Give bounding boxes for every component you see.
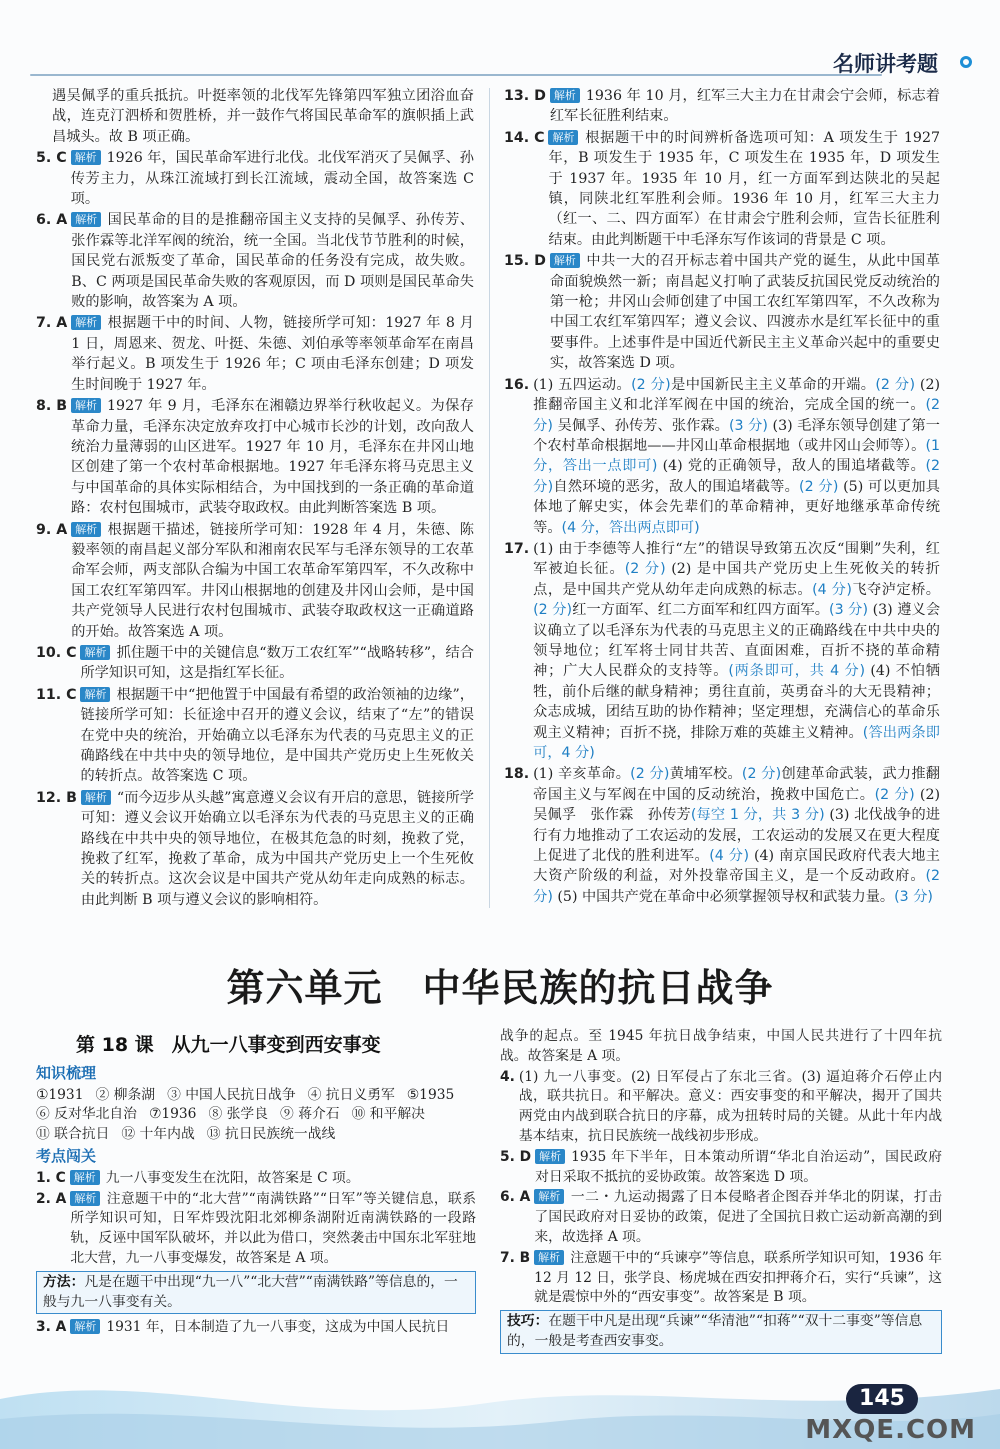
answer-text: 1936 年 10 月，红军三大主力在甘肃会宁会师，标志着红军长征胜利结束。 (549, 88, 940, 125)
answer-body (533, 764, 940, 907)
column-divider (489, 88, 490, 908)
answer-number: 1. C (36, 1169, 66, 1186)
continued-text: 遇吴佩孚的重兵抵抗。叶挺率领的北伐军先锋第四军独立团浴血奋战，连克汀泗桥和贺胜桥，并一鼓作气将国民革命军的旗帜插上武昌城头。故 B 项正确。 (52, 88, 474, 145)
analysis-tag: 解析 (70, 1319, 100, 1334)
score-note: (1 分，答出一点即可) (533, 437, 940, 475)
answer-body (550, 251, 940, 373)
answer-item (500, 1068, 942, 1147)
score-note: (2 分) (874, 786, 915, 803)
answer-number: 13. D (504, 88, 546, 104)
answer-item (500, 1148, 942, 1188)
answer-body (70, 1318, 476, 1338)
answer-body (80, 685, 474, 787)
knowledge-item: ④ 抗日义勇军 (307, 1086, 395, 1103)
answer-body (71, 148, 474, 209)
answer-text: 黄埔军校。 (669, 766, 742, 783)
header-rule (30, 74, 882, 76)
analysis-tag: 解析 (71, 398, 101, 413)
answer-number: 6. A (500, 1189, 531, 1206)
score-note: (2 分) (533, 458, 940, 495)
knowledge-item: ⑦1936 (148, 1106, 197, 1123)
answer-number: 5. C (36, 150, 67, 167)
knowledge-list (36, 1086, 476, 1145)
tip-text: 凡是在题干中出现“九一八”“北大营”“南满铁路”等信息的，一般与九一八事变有关。 (43, 1273, 458, 1310)
answer-text: 吴佩孚、孙传芳、张作霖。 (552, 417, 729, 434)
answer-text: 国民革命的目的是推翻帝国主义支持的吴佩孚、孙传芳、张作霖等北洋军阀的统治，统一全国。当北伐节节胜利的时候，国民党右派叛变了革命，国民革命的任务没有完成，故失败。B、C 两项是国民革命失败的客观原因，而 D 项则是国民革命失败的影响，故答案为 A 项。 (71, 212, 474, 311)
answer-text: (2) 推翻帝国主义和北洋军阀在中国的统治，完成全国的统一。 (533, 376, 941, 414)
checkpoint-list (36, 1169, 476, 1269)
score-note: (4 分，答出两点即可) (561, 519, 700, 536)
knowledge-item: ② 柳条湖 (95, 1086, 156, 1103)
answer-text: (3) 遵义会议确立了以毛泽东为代表的马克思主义的正确路线在中共中央的领导地位；红军将士同甘共苦、直面困难，百折不挠的革命精神；广大人民群众的支持等。 (533, 602, 941, 680)
answer-text: (1) 五四运动。 (533, 376, 632, 393)
answer-body (519, 1068, 942, 1147)
answer-number: 15. D (504, 253, 546, 270)
answer-body (70, 1190, 476, 1269)
score-note: (3 分) (894, 888, 933, 905)
answer-body (71, 313, 474, 395)
answer-text: 飞夺泸定桥。 (851, 581, 940, 598)
knowledge-item: ⑩ 和平解决 (351, 1106, 425, 1123)
analysis-tag: 解析 (548, 130, 578, 145)
answer-item (504, 539, 940, 763)
answer-text: (5) 中国共产党在革命中必须掌握领导权和武装力量。 (552, 888, 895, 905)
score-note: (2 分) (631, 376, 671, 393)
analysis-tag: 解析 (71, 315, 101, 330)
score-note: (2 分) (741, 766, 782, 783)
answer-text: 根据题干中的时间、人物，链接所学可知：1927 年 8 月 1 日，周恩来、贺龙、叶挺、朱德、刘伯承等率领革命军在南昌举行起义。B 项发生于 1926 年；C 项由毛泽东创建；D 项发生时间晚于 1927 年。 (71, 315, 474, 393)
analysis-tag: 解析 (71, 522, 101, 537)
answer-item (504, 375, 940, 538)
analysis-tag: 解析 (70, 1170, 100, 1185)
knowledge-item: ⑤1935 (406, 1086, 455, 1103)
analysis-tag: 解析 (80, 687, 110, 702)
analysis-tag: 解析 (80, 645, 110, 660)
answer-text: (5) 可以更加具体地了解史实，体会先辈们的革命精神，更好地继承革命传统等。 (533, 478, 940, 536)
answer-text: (1) 九一八事变。(2) 日军侵占了东北三省。(3) 逼迫蒋介石停止内战，联共抗日。和平解决。意义：西安事变的和平解决，揭开了国共两党由内战到联合抗日的序幕，成为扭转时局的关键。从此十年内战基本结束，抗日民族统一战线初步形成。 (518, 1068, 942, 1144)
answer-item (36, 788, 474, 910)
lesson-name: 从九一八事变到西安事变 (171, 1034, 381, 1056)
answer-number: 16. (504, 376, 530, 393)
watermark: MXQE.COM (805, 1415, 976, 1445)
knowledge-item: ⑫ 十年内战 (121, 1126, 195, 1143)
analysis-tag: 解析 (550, 88, 580, 103)
tip-text: 在题干中凡是出现“兵谏”“华清池”“扣蒋”“双十二事变”等信息的，一般是考查西安事变。 (507, 1313, 923, 1349)
answer-text: 红一方面军、红二方面军和红四方面军。 (572, 602, 830, 619)
answer-body (533, 375, 940, 538)
answer-number: 4. (500, 1068, 515, 1085)
lesson-number: 第 18 课 (76, 1034, 154, 1056)
answer-text: 中共一大的召开标志着中国共产党的诞生，从此中国革命面貌焕然一新；南昌起义打响了武装反抗国民党反动统治的第一枪；井冈山会师创建了中国工农红军第四军，不久改称为中国工农红军第四军；遵义会议、四渡赤水是红军长征中的重要事件。上述事件是中国近代新民主主义革命兴起中的重要史实，故答案选 D 项。 (549, 253, 940, 372)
lesson-section (36, 1036, 476, 1339)
page-number: 145 (846, 1384, 918, 1414)
score-note: (答出两条即可，4 分) (533, 724, 940, 761)
answer-number: 11. C (36, 686, 77, 703)
answer-item (36, 148, 474, 209)
answer-text: “而今迈步从头越”寓意遵义会议有开启的意思，链接所学可知：遵义会议开始确立以毛泽东为代表的马克思主义的正确路线在中共中央的领导地位，在极其危急的时刻，挽救了党，挽救了红军，挽救了革命，成为中国共产党历史上一个生死攸关的转折点。这次会议是中国共产党从幼年走向成熟的标志。由此判断 B 项与遵义会议的影响相符。 (80, 789, 474, 908)
answer-text: 抓住题干中的关键信息“数万工农红军”“战略转移”，结合所学知识可知，这是指红军长征。 (80, 644, 474, 682)
answer-item (36, 520, 474, 642)
knowledge-item: ⑪ 联合抗日 (36, 1126, 110, 1143)
analysis-tag: 解析 (550, 253, 580, 268)
score-note: (2 分) (624, 561, 666, 578)
answer-text: (1) 辛亥革命。 (533, 766, 631, 783)
answer-number: 5. D (500, 1148, 532, 1165)
score-note: (2 分) (533, 602, 573, 619)
answer-number: 7. A (36, 315, 68, 332)
answer-item (500, 1249, 942, 1308)
answer-item (504, 251, 940, 373)
score-note: (每空 1 分，共 3 分) (690, 807, 825, 824)
answer-number: 7. B (500, 1249, 531, 1266)
tip-label: 方法： (43, 1273, 85, 1290)
score-note: (2 分) (533, 868, 940, 905)
checkpoint-heading: 考点闯关 (36, 1146, 97, 1165)
unit-title (0, 957, 1000, 1012)
answer-column-left (36, 86, 474, 911)
answer-text: 根据题干描述，链接所学可知：1928 年 4 月，朱德、陈毅率领的南昌起义部分军队和湘南农民军与毛泽东领导的工农革命军会师，两支部队合编为中国工农革命军第四军，不久改称中国工农红军第四军。井冈山根据地的创建及井冈山会师，是中国共产党领导人民进行农村包围城市、武装夺取政权这一正确道路的开始。故答案选 A 项。 (71, 521, 474, 640)
lesson-answers-right (500, 1027, 942, 1358)
answer-item (504, 86, 940, 127)
answer-number: 14. C (504, 129, 545, 146)
header-title: 名师讲考题 (833, 52, 938, 76)
tip-label: 技巧： (507, 1313, 549, 1330)
checkpoint-item-3 (36, 1318, 476, 1338)
unit-name: 中华民族的抗日战争 (422, 966, 774, 1010)
answer-number: 10. C (36, 644, 77, 661)
knowledge-item: ⑬ 抗日民族统一战线 (206, 1126, 336, 1143)
answer-text: 创建革命武装，武力推翻帝国主义与军阀在中国的反动统治，挽救中国危亡。 (533, 766, 940, 803)
answer-text: (4) 党的正确领导，敌人的围追堵截等。 (657, 458, 926, 475)
answer-text: (1) 由于李德等人推行“左”的错误导致第五次反“围剿”失利，红军被迫长征。 (533, 540, 940, 578)
answer-item (36, 685, 474, 787)
answer-text: (3) 北伐战争的进行有力地推动了工农运动的发展，工农运动的发展又在更大程度上促进了北伐的胜利进军。 (533, 807, 940, 865)
answer-item (500, 1188, 942, 1247)
answer-item (36, 210, 474, 312)
answer-body (71, 210, 474, 312)
knowledge-item: ③ 中国人民抗日战争 (167, 1086, 296, 1103)
answer-body (535, 1148, 942, 1188)
answer-body (80, 643, 474, 684)
score-note: (2 分) (533, 397, 940, 434)
answer-text: (4) 南京国民政府代表大地主大资产阶级的利益，对外投靠帝国主义，是一个反动政府。 (533, 848, 940, 885)
score-note: (4 分) (812, 581, 852, 598)
score-note: (2 分) (799, 478, 839, 495)
answer-body (534, 1249, 942, 1308)
answer-item (36, 1190, 476, 1269)
method-tip-box (36, 1271, 476, 1315)
answer-number: 9. A (36, 521, 68, 538)
unit-number: 第六单元 (226, 966, 383, 1010)
answer-text: 一二・九运动揭露了日本侵略者企图吞并华北的阴谋，打击了国民政府对日妥协的政策，促进了全国抗日救亡运动新高潮的到来，故选择 A 项。 (534, 1189, 942, 1245)
answer-item (36, 313, 474, 395)
answer-number: 17. (504, 540, 530, 557)
answer-number: 3. A (36, 1319, 67, 1336)
answer-text: (4) 不怕牺牲，前仆后继的献身精神；勇往直前，英勇奋斗的大无畏精神；众志成城，团结互助的协作精神；坚定理想，充满信心的革命乐观主义精神；百折不挠，排除万难的英雄主义精神。 (533, 663, 940, 741)
answer-body (70, 1169, 476, 1189)
analysis-tag: 解析 (71, 150, 101, 165)
answer-text: 注意题干中的“北大营”“南满铁路”“日军”等关键信息，联系所学知识可知，日军炸毁沈阳北郊柳条湖附近南满铁路的一段路轨，反诬中国军队破坏，并以此为借口，突然袭击中国东北军驻地北大营，九一八事变爆发，故答案是 A 项。 (70, 1190, 476, 1266)
answer-text: 1926 年，国民革命军进行北伐。北伐军消灭了吴佩孚、孙传芳主力，从珠江流域打到长江流域，震动全国，故答案选 C 项。 (70, 150, 474, 208)
analysis-tag: 解析 (70, 1191, 100, 1206)
answer-list (500, 1068, 942, 1309)
answer-text: (2) 是中国共产党历史上生死攸关的转折点，是中国共产党从幼年走向成熟的标志。 (533, 561, 940, 598)
knowledge-item: ①1931 (36, 1086, 84, 1103)
answer-body (71, 396, 474, 518)
analysis-tag: 解析 (535, 1149, 565, 1164)
answer-text: 注意题干中的“兵谏亭”等信息，联系所学知识可知，1936 年 12 月 12 日，张学良、杨虎城在西安扣押蒋介石，实行“兵谏”，这就是震惊中外的“西安事变”。故答案是 B 项。 (534, 1249, 942, 1306)
knowledge-item: ⑨ 蒋介石 (280, 1106, 340, 1123)
answer-text: 自然环境的恶劣，敌人的围追堵截等。 (553, 478, 800, 495)
skill-tip-box (500, 1310, 942, 1354)
answer-number: 2. A (36, 1190, 67, 1207)
analysis-tag: 解析 (534, 1189, 564, 1204)
answer-number: 18. (504, 766, 530, 783)
answer-body (548, 128, 940, 250)
score-note: (4 分) (709, 848, 749, 865)
answer-text: 1935 年下半年，日本策动所谓“华北自治运动”，国民政府对日采取不抵抗的妥协政策。故答案选 D 项。 (535, 1148, 942, 1185)
analysis-tag: 解析 (71, 212, 101, 227)
score-note: (两条即可，共 4 分) (728, 663, 865, 680)
score-note: (3 分) (728, 417, 768, 434)
continued-text: 战争的起点。至 1945 年抗日战争结束，中国人民共进行了十四年抗战。故答案是 A 项。 (500, 1028, 942, 1064)
answer-item (504, 128, 940, 250)
answer-text: 1931 年，日本制造了九一八事变，这成为中国人民抗日 (106, 1319, 450, 1336)
knowledge-item: ⑥ 反对华北自治 (36, 1106, 137, 1123)
answer-number: 6. A (36, 212, 68, 229)
answer-text: 1927 年 9 月，毛泽东在湘赣边界举行秋收起义。为保存革命力量，毛泽东决定放弃攻打中心城市长沙的计划，改向敌人统治力量薄弱的山区进军。1927 年 10 月，毛泽东在井冈山地区创建了第一个农村革命根据地。1927 年毛泽东将马克思主义与中国革命的具体实际相结合，为中国找到的一条正确的革命道路：农村包围城市，武装夺取政权。由此判断答案选 B 项。 (71, 398, 474, 517)
answer-text: 根据题干中“把他置于中国最有希望的政治领袖的边缘”，链接所学可知：长征途中召开的遵义会议，结束了“左”的错误在党中央的统治，开始确立以毛泽东为代表的马克思主义的正确路线在中共中央的领导地位，是中国共产党历史上生死攸关的转折点。故答案选 C 项。 (80, 686, 474, 785)
answer-text: 是中国新民主主义革命的开端。 (670, 376, 876, 393)
answer-text: 九一八事变发生在沈阳，故答案是 C 项。 (105, 1169, 360, 1186)
answer-body (550, 86, 940, 127)
analysis-tag: 解析 (534, 1250, 564, 1265)
page-header (30, 30, 972, 80)
answer-body (533, 539, 940, 763)
answer-number: 12. B (36, 789, 77, 806)
circle-icon (960, 56, 972, 68)
answer-text: (3) 毛泽东领导创建了第一个农村革命根据地——井冈山革命根据地（或井冈山会师等）。 (533, 417, 940, 454)
score-note: (2 分) (875, 376, 915, 393)
answer-number: 8. B (36, 398, 68, 415)
lesson-title (76, 1036, 476, 1056)
answer-text: 根据题干中的时间辨析备选项可知：A 项发生于 1927 年，B 项发生于 1935 年，C 项发生在 1935 年，D 项发生于 1937 年。1935 年 10 月，红一方面军到达陕北的吴起镇，同陕北红军胜利会师。1936 年 10 月，红军三大主力（红一、二、四方面军）在甘肃会宁胜利会师，宣告长征胜利结束。由此判断题干中毛泽东写作该词的背景是 C 项。 (548, 129, 940, 248)
knowledge-item: ⑧ 张学良 (208, 1106, 269, 1123)
answer-item (36, 1169, 476, 1189)
analysis-tag: 解析 (81, 790, 111, 805)
answer-body (534, 1188, 942, 1247)
answer-item (504, 764, 940, 907)
answer-column-right (504, 86, 940, 908)
score-note: (2 分) (630, 766, 670, 783)
answer-item (36, 1318, 476, 1338)
answer-text: (2) 吴佩孚 张作霖 孙传芳 (533, 786, 940, 824)
answer-item (36, 396, 474, 518)
score-note: (3 分) (829, 602, 868, 619)
answer-body (71, 520, 474, 642)
knowledge-heading: 知识梳理 (36, 1063, 97, 1082)
answer-item (36, 643, 474, 684)
answer-body (81, 788, 474, 910)
